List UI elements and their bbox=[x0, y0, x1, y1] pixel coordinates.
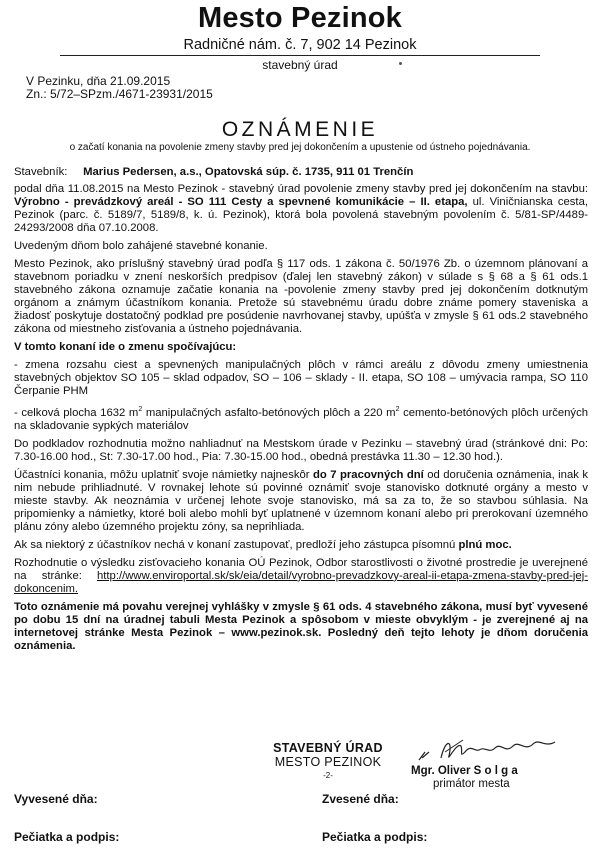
signer-name: Mgr. Oliver S o l g a bbox=[411, 765, 518, 777]
scan-dot bbox=[399, 62, 402, 65]
superscript: 2 bbox=[395, 406, 400, 413]
change-item-2 bbox=[14, 403, 588, 433]
change-item-1: - zmena rozsahu ciest a spevnených manipulačných plôch v rámci areálu z dôvodu zmeny umiestnenia stavebných objektov SO 105 – sklad odpadov, SO – 106 – sklady - II. etapa, SO 108 – umývacia rampa, SO 110 Čerpanie PHM bbox=[14, 359, 588, 397]
document-meta bbox=[26, 75, 213, 101]
signer-role: primátor mesta bbox=[433, 778, 510, 790]
builder-line bbox=[14, 166, 588, 179]
city-address: Radničné nám. č. 7, 902 14 Pezinok bbox=[183, 37, 417, 53]
enviroportal-link[interactable]: http://www.enviroportal.sk/sk/eia/detail/vyrobno-prevadzkovy-areal-ii-etapa-zmena-stavby-pred-jej-dokoncenim. bbox=[14, 569, 588, 595]
builder-value: Marius Pedersen, a.s., Opatovská súp. č. 1735, 911 01 Trenčín bbox=[83, 166, 414, 178]
paragraph-representation bbox=[14, 539, 588, 552]
office-name: stavebný úrad bbox=[262, 58, 338, 72]
reference-number: Zn.: 5/72–SPzm./4671-23931/2015 bbox=[26, 87, 213, 101]
date-line: V Pezinku, dňa 21.09.2015 bbox=[26, 74, 171, 88]
paragraph-text: Účastníci konania, môžu uplatniť svoje námietky najneskôr bbox=[14, 468, 314, 481]
paragraph-application bbox=[14, 183, 588, 235]
city-title: Mesto Pezinok bbox=[197, 2, 403, 34]
stamp-signature-label-right: Pečiatka a podpis: bbox=[322, 830, 428, 844]
document-subtitle: o začatí konania na povolenie zmeny stavby pred jej dokončením a upustenie od ústneho pojednávania. bbox=[69, 142, 531, 153]
office-stamp bbox=[268, 741, 388, 780]
paragraph-text: od doručenia oznámenia, inak k nim nebude prihliadnuté. V rovnakej lehote sú povinné oznámiť svoje stanovisko dotknuté orgány a mesto v mieste stavby. Ak neoznámia v určenej lehote svoje stanovisko, má sa za to, že so stavbou súhlasia. Na pripomienky a námietky, ktoré boli alebo mohli byť uplatnené v územnom konaní alebo pri prerokovaní územného plánu zóny alebo územného projektu zóny, sa neprihliada. bbox=[14, 468, 588, 533]
paragraph-objections bbox=[14, 469, 588, 534]
paragraph-text: podal dňa 11.08.2015 na Mesto Pezinok - stavebný úrad povolenie zmeny stavby pred jej dokončením na stavbu: bbox=[14, 183, 588, 195]
document-body bbox=[14, 166, 588, 658]
deadline: do 7 pracovných dní bbox=[313, 468, 424, 481]
document-title: OZNÁMENIE bbox=[221, 118, 379, 141]
removed-date-label: Zvesené dňa: bbox=[322, 792, 399, 806]
header-divider bbox=[60, 55, 540, 56]
stamp-signature-label-left: Pečiatka a podpis: bbox=[14, 830, 120, 844]
paragraph-start: Uvedeným dňom bolo zahájené stavebné konanie. bbox=[14, 240, 268, 252]
stamp-line-3: -2- bbox=[323, 771, 333, 780]
stamp-line-2: MESTO PEZINOK bbox=[274, 755, 382, 769]
builder-label: Stavebník: bbox=[14, 166, 68, 178]
paragraph-text: manipulačných asfalto-betónových plôch a 220 m bbox=[142, 406, 396, 419]
paragraph-text: - celková plocha 1632 m bbox=[14, 406, 139, 419]
paragraph-decision bbox=[14, 557, 588, 596]
paragraph-text: Rozhodnutie o výsledku zisťovacieho konania OÚ Pezinok, Odbor starostlivosti o životné prostredie je uverejnené na stránke: bbox=[14, 556, 588, 582]
paragraph-text: Ak sa niektorý z účastníkov nechá v konaní zastupovať, predloží jeho zástupca písomnú bbox=[14, 538, 459, 551]
stamp-line-1: STAVEBNÝ ÚRAD bbox=[273, 741, 383, 755]
project-name: Výrobno - prevádzkový areál - SO 111 Cesty a spevnené komunikácie – II. etapa, bbox=[14, 196, 468, 208]
power-of-attorney: plnú moc. bbox=[458, 538, 512, 551]
paragraph-text: ul. Viničnianska cesta, Pezinok (parc. č. 5189/7, 5189/8, k. ú. Pezinok), ktorá bola povolená stavebným povolením č. 5/81-SP/4489-24293/2008 dňa 07.10.2008. bbox=[14, 196, 588, 234]
paragraph-public-notice: Toto oznámenie má povahu verejnej vyhlášky v zmysle § 61 ods. 4 stavebného zákona, musí byť vyvesené po dobu 15 dní na úradnej tabuli Mesta Pezinok a spôsobom v mieste obvyklým - je zverejnené aj na internetovej stránke Mesta Pezinok – www.pezinok.sk. Posledný deň tejto lehoty je dňom doručenia oznámenia. bbox=[14, 600, 588, 652]
posted-date-label: Vyvesené dňa: bbox=[14, 792, 98, 806]
paragraph-office-hours: Do podkladov rozhodnutia možno nahliadnuť na Mestskom úrade v Pezinku – stavebný úrad (stránkové dni: Po: 7.30-16.00 hod., St: 7.30-17.00 hod., Pia: 7.30-15.00 hod., obedná prestávka 11.30 – 12.30 hod.). bbox=[14, 437, 588, 463]
paragraph-announcement: Mesto Pezinok, ako príslušný stavebný úrad podľa § 117 ods. 1 zákona č. 50/1976 Zb. o územnom plánovaní a stavebnom poriadku v znení neskorších predpisov (ďalej len stavebný zákon) v súlade s § 68 a § 61 ods.1 stavebného zákona oznamuje začatie konania na -povolenie zmeny stavby pred jej dokončením dotknutým orgánom a známym účastníkom konania. Pretože sú stavebnému úradu dobre známe pomery staveniska a žiadosť poskytuje dostatočný podklad pre posúdenie navrhovanej stavby, upúšťa v zmysle § 61 ods.2 stavebného zákona od miestneho zisťovania a ústneho pojednávania. bbox=[14, 258, 588, 335]
change-heading: V tomto konaní ide o zmenu spočívajúcu: bbox=[14, 341, 237, 353]
paragraph-text: cemento-betónových plôch určených na skladovanie sypkých materiálov bbox=[14, 406, 589, 432]
superscript: 2 bbox=[138, 406, 143, 413]
